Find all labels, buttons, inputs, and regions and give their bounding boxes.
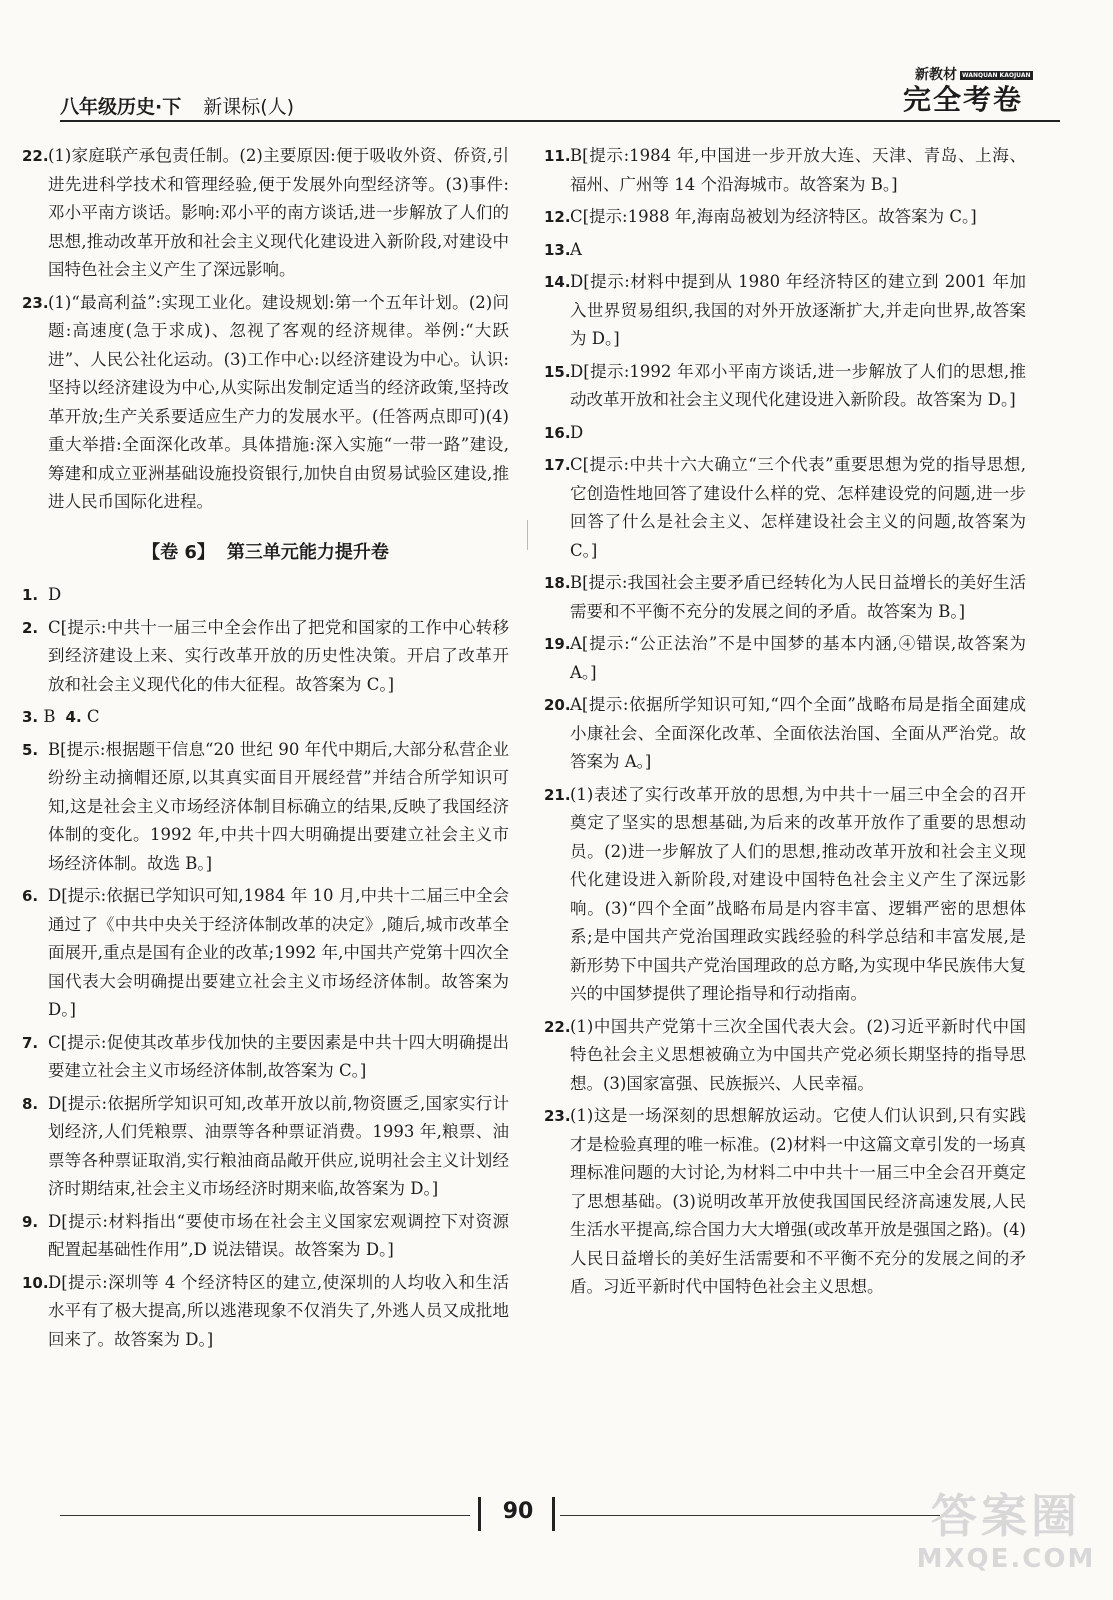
answer-item xyxy=(544,1013,1026,1099)
answer-text: A[提示:“公正法治”不是中国梦的基本内涵,④错误,故答案为 A。] xyxy=(570,634,1026,682)
answer-item xyxy=(22,882,509,1025)
brand-top-row xyxy=(915,64,1053,84)
answer-number: 10. xyxy=(22,1273,49,1292)
answer-text: C[提示:中共十六大确立“三个代表”重要思想为党的指导思想,它创造性地回答了建设什么样的党、怎样建设党的问题,进一步回答了什么是社会主义、怎样建设社会主义的问题,故答案为 C。] xyxy=(570,455,1026,560)
answer-text: D[提示:材料指出“要使市场在社会主义国家宏观调控下对资源配置起基础性作用”,D 说法错误。故答案为 D。] xyxy=(48,1211,509,1259)
answer-text: (1)表述了实行改革开放的思想,为中共十一届三中全会的召开奠定了坚实的思想基础,为后来的改革开放作了重要的思想动员。(2)进一步解放了人们的思想,推动改革开放和社会主义现代化建设进入新阶段,对建设中国特色社会主义产生了深远影响。(3)“四个全面”战略布局是内容丰富、逻辑严密的思想体系;是中国共产党治国理政实践经验的科学总结和丰富发展,是新形势下中国共产党治国理政的总方略,为实现中华民族伟大复兴的中国梦提供了理论指导和行动指南。 xyxy=(570,784,1026,1003)
footer-bar-right xyxy=(552,1497,555,1531)
answer-item xyxy=(22,1208,509,1265)
section-tag: 【卷 6】 xyxy=(142,541,215,563)
answer-number: 14. xyxy=(544,273,571,291)
brand-top-text: 新教材 xyxy=(915,67,957,83)
answer-number: 16. xyxy=(544,423,571,442)
answer-text: C[提示:1988 年,海南岛被划为经济特区。故答案为 C。] xyxy=(570,207,977,226)
answer-number: 19. xyxy=(544,635,571,653)
answer-item xyxy=(544,691,1026,777)
answer-text: D xyxy=(48,585,62,604)
curriculum-label: 新课标(人) xyxy=(203,96,295,118)
answer-item xyxy=(22,289,509,517)
answer-text: A[提示:依据所学知识可知,“四个全面”战略布局是指全面建成小康社会、全面深化改革、全面依法治国、全面从严治党。故答案为 A。] xyxy=(570,695,1026,771)
answer-item xyxy=(544,781,1026,1009)
answer-number: 22. xyxy=(544,1017,571,1036)
answer-number: 13. xyxy=(544,240,571,259)
answer-item xyxy=(22,736,509,879)
answer-text: (1)“最高利益”:实现工业化。建设规划:第一个五年计划。(2)问题:高速度(急于求成)、忽视了客观的经济规律。举例:“大跃进”、人民公社化运动。(3)工作中心:以经济建设为中心。认识:坚持以经济建设为中心,从实际出发制定适当的经济政策,坚持改革开放;生产关系要适应生产力的发展水平。(任答两点即可)(4)重大举措:全面深化改革。具体措施:深入实施“一带一路”建设,筹建和成立亚洲基础设施投资银行,加快自由贸易试验区建设,推进人民币国际化进程。 xyxy=(48,292,509,511)
answer-text: (1)这是一场深刻的思想解放运动。它使人们认识到,只有实践才是检验真理的唯一标准。(2)材料一中这篇文章引发的一场真理标准问题的大讨论,为材料二中中共十一届三中全会召开奠定了思想基础。(3)说明改革开放使我国国民经济高速发展,人民生活水平提高,综合国力大大增强(或改革开放是强国之路)。(4)人民日益增长的美好生活需要和不平衡不充分的发展之间的矛盾。习近平新时代中国特色社会主义思想。 xyxy=(570,1106,1026,1296)
answer-text: (1)中国共产党第十三次全国代表大会。(2)习近平新时代中国特色社会主义思想被确立为中国共产党必须长期坚持的指导思想。(3)国家富强、民族振兴、人民幸福。 xyxy=(570,1016,1026,1093)
answer-text: A xyxy=(570,239,582,259)
answer-number: 8. xyxy=(22,1094,39,1113)
answer-item xyxy=(544,236,1026,265)
answer-text: D[提示:依据所学知识可知,改革开放以前,物资匮乏,国家实行计划经济,人们凭粮票、油票等各种票证消费。1993 年,粮票、油票等各种票证取消,实行粮油商品敞开供应,说明社会主义计划经济时期结束,社会主义市场经济时期来临,故答案为 D。] xyxy=(48,1093,509,1198)
answer-number: 15. xyxy=(544,362,571,381)
answer-item xyxy=(544,419,1026,448)
answer-number: 20. xyxy=(544,696,571,714)
book-title xyxy=(60,92,294,119)
answer-number: 4. xyxy=(65,708,82,726)
page-footer xyxy=(60,1495,1060,1535)
watermark-domain: MXQE.COM xyxy=(916,1544,1096,1574)
answer-text: C[提示:促使其改革步伐加快的主要因素是中共十四大明确提出要建立社会主义市场经济体制,故答案为 C。] xyxy=(48,1032,509,1080)
section-heading xyxy=(22,539,509,568)
grade-subject: 八年级历史·下 xyxy=(60,96,182,118)
answer-text: D xyxy=(570,422,584,442)
answer-item xyxy=(544,451,1026,565)
answer-number: 3. xyxy=(22,708,39,726)
answer-item xyxy=(22,614,509,700)
answer-item xyxy=(22,581,509,610)
brand-badge: WANQUAN KAOJUAN xyxy=(962,71,1031,79)
answer-item-combo xyxy=(22,703,509,732)
section-title: 第三单元能力提升卷 xyxy=(226,541,389,563)
footer-rule-left xyxy=(60,1515,470,1516)
answer-text: D[提示:材料中提到从 1980 年经济特区的建立到 2001 年加入世界贸易组织,我国的对外开放逐渐扩大,并走向世界,故答案为 D。] xyxy=(570,272,1026,348)
answer-text: B[提示:根据题干信息“20 世纪 90 年代中期后,大部分私营企业纷纷主动摘帽还原,以其真实面目开展经营”并结合所学知识可知,这是社会主义市场经济体制目标确立的结果,反映了我国经济体制的变化。1992 年,中共十四大明确提出要建立社会主义市场经济体制。故选 B。] xyxy=(48,739,509,873)
answer-text: B xyxy=(43,707,56,726)
brand-logo xyxy=(903,64,1053,124)
answer-item xyxy=(22,142,509,285)
answer-number: 21. xyxy=(544,785,571,804)
answer-item xyxy=(22,1090,509,1204)
answer-item xyxy=(544,142,1026,199)
answer-item xyxy=(544,203,1026,232)
answer-text: D[提示:深圳等 4 个经济特区的建立,使深圳的人均收入和生活水平有了极大提高,所以逃港现象不仅消失了,外逃人员又成批地回来了。故答案为 D。] xyxy=(48,1272,509,1349)
answer-number: 12. xyxy=(544,208,571,226)
answer-number: 7. xyxy=(22,1033,39,1052)
left-column xyxy=(22,142,509,1358)
right-column xyxy=(544,142,1026,1306)
footer-rule-right xyxy=(560,1515,940,1516)
answer-text: B[提示:我国社会主要矛盾已经转化为人民日益增长的美好生活需要和不平衡不充分的发展之间的矛盾。故答案为 B。] xyxy=(570,573,1026,621)
answer-text: (1)家庭联产承包责任制。(2)主要原因:便于吸收外资、侨资,引进先进科学技术和管理经验,便于发展外向型经济等。(3)事件:邓小平南方谈话。影响:邓小平的南方谈话,进一步解放了人们的思想,推动改革开放和社会主义现代化建设进入新阶段,对建设中国特色社会主义产生了深远影响。 xyxy=(48,146,509,279)
answer-text: C xyxy=(86,707,100,726)
watermark-logo-text: 答案圈 xyxy=(931,1489,1081,1543)
footer-bar-left xyxy=(478,1497,481,1531)
answer-item xyxy=(22,1269,509,1355)
brand-main-text: 完全考卷 xyxy=(903,83,1024,116)
column-divider xyxy=(527,520,528,550)
answer-number: 6. xyxy=(22,887,39,905)
answer-text: D[提示:依据已学知识可知,1984 年 10 月,中共十二届三中全会通过了《中共中央关于经济体制改革的决定》,随后,城市改革全面展开,重点是国有企业的改革;1992 年,中国共产党第十四次全国代表大会明确提出要建立社会主义市场经济体制。故答案为 D。] xyxy=(48,886,509,1019)
answer-number: 23. xyxy=(544,1107,571,1125)
answer-number: 5. xyxy=(22,740,39,759)
page-number: 90 xyxy=(502,1499,534,1524)
answer-number: 22. xyxy=(22,147,49,165)
answer-number: 18. xyxy=(544,574,571,592)
answer-item xyxy=(544,358,1026,415)
answer-text: D[提示:1992 年邓小平南方谈话,进一步解放了人们的思想,推动改革开放和社会主义现代化建设进入新阶段。故答案为 D。] xyxy=(570,361,1026,409)
answer-number: 2. xyxy=(22,618,39,637)
answer-number: 17. xyxy=(544,456,571,474)
answer-number: 9. xyxy=(22,1212,39,1231)
answer-text: C[提示:中共十一届三中全会作出了把党和国家的工作中心转移到经济建设上来、实行改革开放的历史性决策。开启了改革开放和社会主义现代化的伟大征程。故答案为 C。] xyxy=(48,617,509,694)
answer-item xyxy=(22,1029,509,1086)
answer-item xyxy=(544,630,1026,687)
answer-item xyxy=(544,268,1026,354)
answer-item xyxy=(544,1102,1026,1302)
answer-number: 23. xyxy=(22,293,49,312)
answer-text: B[提示:1984 年,中国进一步开放大连、天津、青岛、上海、福州、广州等 14 个沿海城市。故答案为 B。] xyxy=(570,146,1026,194)
answer-item xyxy=(544,569,1026,626)
watermark xyxy=(911,1488,1101,1588)
answer-number: 1. xyxy=(22,586,39,604)
answer-number: 11. xyxy=(544,147,571,165)
